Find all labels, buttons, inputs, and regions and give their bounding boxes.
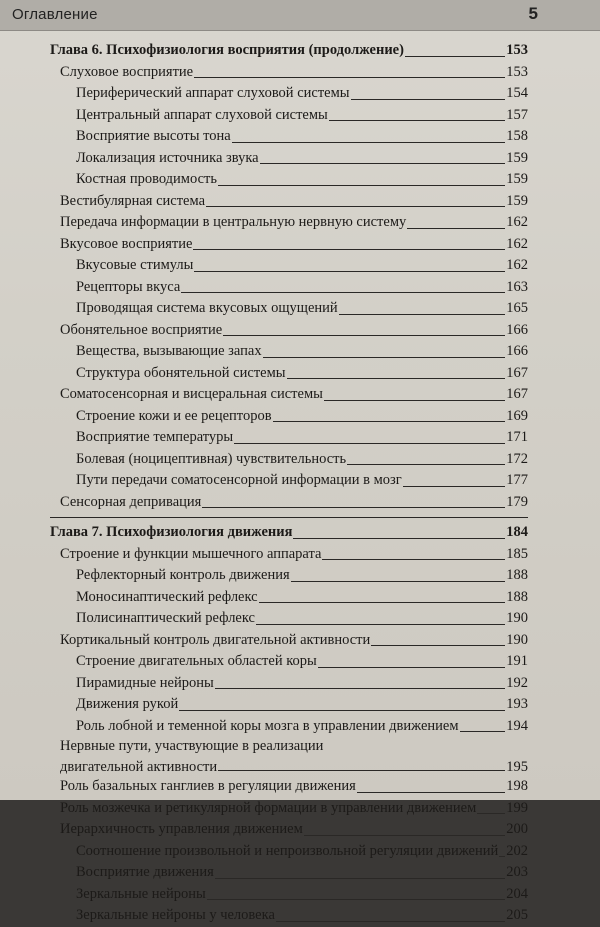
toc-entry	[50, 884, 528, 906]
toc-page-number: 172	[506, 450, 528, 467]
toc-page-number: 193	[506, 696, 528, 712]
dot-leader	[181, 292, 505, 293]
toc-entry-text: Вкусовое восприятие	[60, 235, 193, 252]
dot-leader	[322, 559, 505, 560]
toc-entry-text: двигательной активности	[60, 759, 218, 775]
toc-entry	[50, 694, 528, 716]
toc-entry	[50, 363, 528, 385]
toc-entry	[50, 905, 528, 927]
toc-entry	[50, 630, 528, 652]
toc-page-number: 154	[506, 85, 528, 101]
toc-entry-text: Вкусовые стимулы	[76, 257, 194, 273]
dot-leader	[460, 731, 506, 732]
toc-page-number: 159	[506, 149, 528, 166]
dot-leader	[329, 120, 505, 121]
toc-page-number: 202	[506, 842, 528, 859]
header-page-number: 5	[528, 4, 538, 23]
dot-leader	[223, 335, 505, 336]
dot-leader	[263, 357, 506, 358]
dot-leader	[215, 688, 506, 689]
dot-leader	[206, 206, 505, 207]
toc-page-number: 194	[506, 717, 528, 734]
toc-entry	[50, 105, 528, 127]
dot-leader	[273, 421, 506, 422]
header-title: Оглавление	[12, 6, 98, 23]
toc-entry	[50, 716, 528, 738]
toc-entry-text: Центральный аппарат слуховой системы	[76, 106, 328, 123]
toc-page-number: 179	[506, 493, 528, 510]
toc-page-number: 199	[506, 799, 528, 816]
toc-page-number: 200	[506, 821, 528, 837]
toc-entry-text: Проводящая система вкусовых ощущений	[76, 300, 338, 316]
toc-entry-text: Передача информации в центральную нервную систему	[60, 214, 407, 230]
toc-entry-text: Соотношение произвольной и непроизвольной регуляции движений	[76, 842, 499, 859]
toc-entry	[50, 673, 528, 695]
toc-page-number: 177	[506, 472, 528, 488]
toc-entry-text: Периферический аппарат слуховой системы	[76, 85, 350, 101]
toc-page-number: 198	[506, 778, 528, 794]
toc-entry-wrapped	[50, 737, 528, 776]
dot-leader	[202, 507, 505, 508]
toc-entry	[50, 277, 528, 299]
running-header	[0, 0, 600, 31]
toc-page-number: 167	[506, 364, 528, 381]
toc-entry-text: Роль базальных ганглиев в регуляции движения	[60, 778, 356, 794]
dot-leader	[403, 486, 506, 487]
toc-page-number: 204	[506, 885, 528, 902]
dot-leader	[218, 770, 505, 771]
toc-entry-text: Сенсорная депривация	[60, 493, 202, 510]
dot-leader	[207, 899, 506, 900]
toc-page-number: 158	[506, 128, 528, 144]
toc-entry-text: Восприятие движения	[76, 864, 214, 880]
toc-page-number: 165	[506, 300, 528, 316]
toc-entry	[50, 169, 528, 191]
toc-entry-text: Слуховое восприятие	[60, 63, 194, 80]
toc-page-number: 185	[506, 545, 528, 562]
toc-entry	[50, 255, 528, 277]
table-of-contents	[50, 40, 528, 927]
toc-page-number: 166	[506, 321, 528, 338]
toc-chapter-title: Глава 6. Психофизиология восприятия (продолжение)	[50, 42, 404, 58]
toc-page-number: 162	[506, 214, 528, 230]
toc-entry-text: Восприятие температуры	[76, 429, 234, 445]
toc-page-number: 188	[506, 588, 528, 605]
toc-page-number: 192	[506, 674, 528, 691]
toc-entry-text: Рецепторы вкуса	[76, 278, 181, 295]
toc-entry-text: Иерархичность управления движением	[60, 821, 303, 837]
toc-page-number: 159	[506, 192, 528, 209]
dot-leader	[347, 464, 505, 465]
toc-page-number: 171	[506, 429, 528, 445]
dot-leader	[179, 710, 505, 711]
toc-entry-text: Строение и функции мышечного аппарата	[60, 545, 322, 562]
dot-leader	[477, 813, 505, 814]
toc-entry-text: Строение двигательных областей коры	[76, 653, 317, 669]
toc-page-number: 195	[506, 759, 528, 775]
toc-entry	[50, 341, 528, 363]
dot-leader	[351, 99, 506, 100]
toc-entry	[50, 544, 528, 566]
dot-leader	[259, 602, 506, 603]
toc-page-number: 184	[506, 524, 528, 540]
dot-leader	[194, 271, 505, 272]
dot-leader	[291, 581, 506, 582]
toc-page-number: 191	[506, 653, 528, 669]
dot-leader	[405, 56, 505, 57]
toc-entry	[50, 798, 528, 820]
toc-entry	[50, 234, 528, 256]
dot-leader	[194, 77, 505, 78]
toc-entry-text: Строение кожи и ее рецепторов	[76, 407, 272, 424]
toc-entry	[50, 841, 528, 863]
dot-leader	[215, 878, 506, 879]
toc-entry	[50, 651, 528, 673]
toc-entry	[50, 776, 528, 798]
toc-entry-text: Роль мозжечка и ретикулярной формации в управлении движением	[60, 799, 477, 816]
toc-page-number: 190	[506, 610, 528, 626]
toc-entry-text: Структура обонятельной системы	[76, 364, 286, 381]
dot-leader	[232, 142, 506, 143]
dot-leader	[339, 314, 506, 315]
dot-leader	[287, 378, 506, 379]
toc-entry	[50, 470, 528, 492]
toc-entry-text: Костная проводимость	[76, 171, 217, 187]
toc-entry-text: Роль лобной и теменной коры мозга в управлении движением	[76, 717, 459, 734]
toc-entry-text: Пути передачи соматосенсорной информации в мозг	[76, 472, 402, 488]
dot-leader	[234, 443, 505, 444]
dot-leader	[357, 792, 505, 793]
dot-leader	[276, 921, 505, 922]
toc-entry-text: Рефлекторный контроль движения	[76, 567, 290, 583]
toc-page-number: 153	[506, 63, 528, 80]
toc-entry	[50, 83, 528, 105]
toc-chapter-6	[50, 40, 528, 62]
toc-page-number: 162	[506, 257, 528, 273]
toc-entry	[50, 298, 528, 320]
toc-entry	[50, 608, 528, 630]
toc-entry	[50, 565, 528, 587]
dot-leader	[293, 538, 505, 539]
dot-leader	[304, 835, 506, 836]
dot-leader	[218, 185, 505, 186]
toc-page-number: 188	[506, 567, 528, 583]
toc-entry	[50, 191, 528, 213]
toc-page-number: 166	[506, 343, 528, 359]
toc-entry-text: Зеркальные нейроны	[76, 885, 206, 902]
dot-leader	[256, 624, 505, 625]
dot-leader	[499, 856, 505, 857]
dot-leader	[193, 249, 505, 250]
toc-entry	[50, 148, 528, 170]
toc-entry-text: Движения рукой	[76, 696, 179, 712]
dot-leader	[260, 163, 506, 164]
toc-entry-text: Зеркальные нейроны у человека	[76, 907, 275, 923]
toc-entry-text: Пирамидные нейроны	[76, 674, 214, 691]
toc-entry-text: Нервные пути, участвующие в реализации	[60, 738, 324, 754]
toc-entry	[50, 126, 528, 148]
dot-leader	[318, 667, 505, 668]
toc-entry	[50, 492, 528, 514]
toc-entry	[50, 406, 528, 428]
toc-entry	[50, 862, 528, 884]
toc-chapter-7	[50, 522, 528, 544]
toc-entry-text: Болевая (ноцицептивная) чувствительность	[76, 450, 347, 467]
toc-page-number: 163	[506, 278, 528, 295]
toc-page-number: 162	[506, 235, 528, 252]
toc-entry	[50, 819, 528, 841]
toc-page-number: 190	[506, 631, 528, 648]
toc-entry	[50, 587, 528, 609]
toc-entry-text: Вещества, вызывающие запах	[76, 343, 262, 359]
toc-entry	[50, 449, 528, 471]
toc-page-number: 167	[506, 386, 528, 402]
toc-entry	[50, 384, 528, 406]
toc-entry-text: Соматосенсорная и висцеральная системы	[60, 386, 323, 402]
dot-leader	[371, 645, 505, 646]
toc-entry-text: Локализация источника звука	[76, 149, 259, 166]
toc-page-number: 205	[506, 907, 528, 923]
toc-entry-text: Восприятие высоты тона	[76, 128, 231, 144]
toc-entry	[50, 427, 528, 449]
toc-entry-text: Полисинаптический рефлекс	[76, 610, 255, 626]
toc-page-number: 169	[506, 407, 528, 424]
toc-entry	[50, 320, 528, 342]
toc-chapter-title: Глава 7. Психофизиология движения	[50, 524, 293, 540]
dot-leader	[407, 228, 505, 229]
toc-entry-text: Обонятельное восприятие	[60, 321, 223, 338]
toc-page-number: 157	[506, 106, 528, 123]
toc-page-number: 153	[506, 42, 528, 58]
toc-page-number: 159	[506, 171, 528, 187]
toc-entry	[50, 62, 528, 84]
toc-entry-text: Вестибулярная система	[60, 192, 205, 209]
toc-entry-text: Моносинаптический рефлекс	[76, 588, 258, 605]
dot-leader	[324, 400, 505, 401]
toc-entry-text: Кортикальный контроль двигательной активности	[60, 631, 371, 648]
toc-page-number: 203	[506, 864, 528, 880]
toc-entry	[50, 212, 528, 234]
